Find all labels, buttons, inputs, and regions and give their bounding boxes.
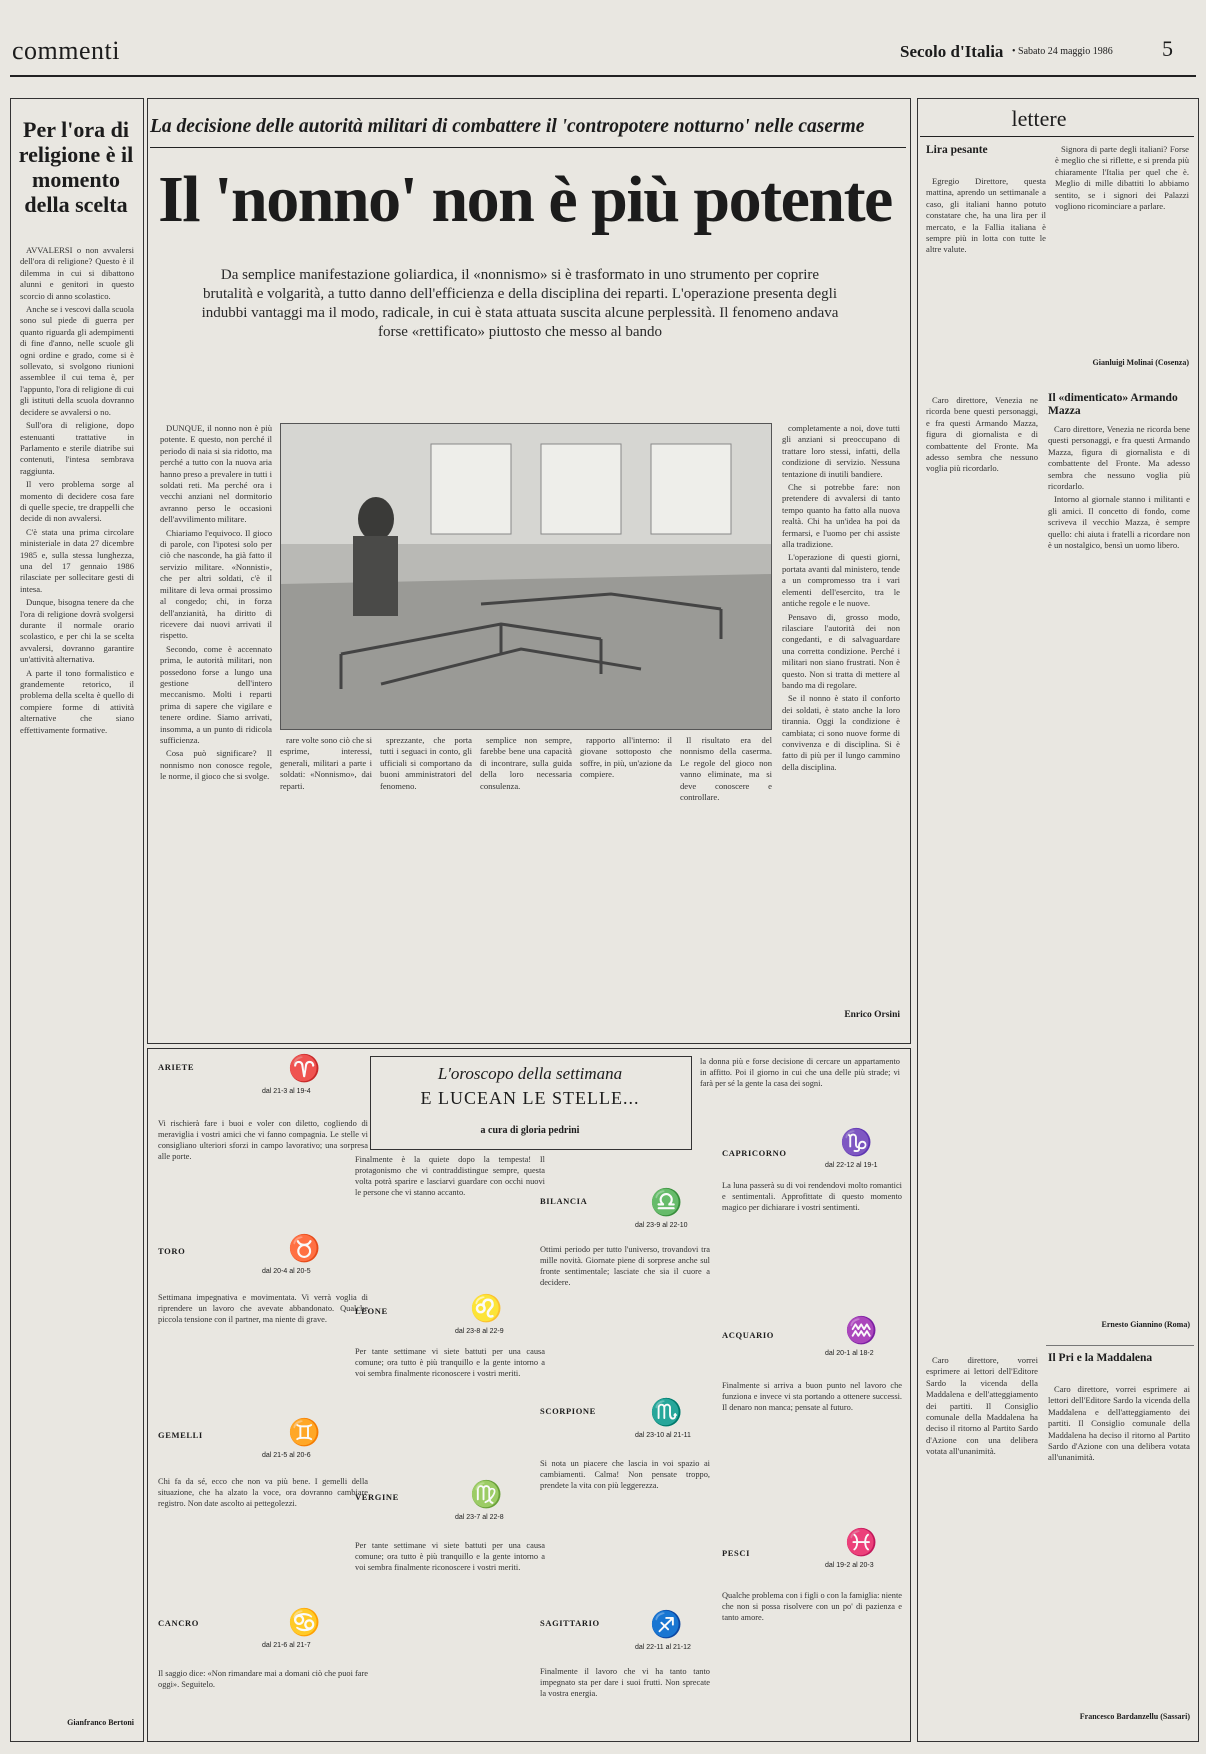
paragraph: Se il nonno è stato il conforto dei soldati, è stato anche la loro tirannia. Oggi la condizione è cambiata; ci sono nuove forme di convivenza e di disciplina. Si è fatto di più per il lungo cammino della disciplina. — [782, 693, 900, 772]
sign-forecast: La luna passerà su di voi rendendovi molto romantici e sentimentali. Approfittate di questo momento magico per dichiarare i vostri sentimenti. — [722, 1181, 902, 1212]
paragraph: Cosa può significare? Il nonnismo non conosce regole, le norme, il gioco che si svolge. — [160, 748, 272, 782]
sign-dates: dal 23-10 al 21-11 — [635, 1432, 691, 1439]
sign-name: BILANCIA — [540, 1196, 588, 1206]
paragraph: AVVALERSI o non avvalersi dell'ora di religione? Questo è il dilemma in cui si dibattono alunni e genitori in questo scorcio di anno scolastico. — [20, 245, 134, 301]
sign-forecast: Finalmente è la quiete dopo la tempesta! Il protagonismo che vi contraddistingue sempre, questa volta potrà sparire e lasciarvi guardare con occhi nuovi le persone che vi stanno accanto. — [355, 1155, 545, 1197]
article-standfirst: Da semplice manifestazione goliardica, il «nonnismo» si è trasformato in uno strumento per coprire brutalità e volgarità, a tutto danno dell'efficienza e della disciplina dei reparti. L'operazione presenta degli indubbi vantaggi ma il modo, radicale, in cui è stata attuata suscita alcune perplessità. Il fenomeno andava forse «rettificato» piuttosto che messo al bando — [201, 267, 839, 340]
letter-title: Il Pri e la Maddalena — [1048, 1352, 1153, 1364]
taurus-icon: ♉ — [288, 1234, 321, 1264]
letter-continuation — [1055, 144, 1189, 354]
left-article-signature: Gianfranco Bertoni — [67, 1718, 134, 1727]
sign-name: SCORPIONE — [540, 1406, 596, 1416]
letters-header: lettere — [1011, 106, 1067, 131]
sign-dates: dal 20-1 al 18-2 — [825, 1350, 874, 1357]
newspaper-name: Secolo d'Italia — [900, 42, 1004, 61]
letter-body — [1048, 424, 1190, 1244]
article-column-3 — [380, 735, 472, 1035]
barracks-photo — [280, 423, 772, 730]
paragraph: DUNQUE, il nonno non è più potente. E questo, non perché il periodo di naia si sia ridotto, ma perché a tutto con la nuova aria hanno preso a prevalere in tutti i soldati reti. Ma perché ora i vecchi anziani nel dormitorio avranno perso le occasioni dell'avvilimento militare. — [160, 423, 272, 525]
sign-forecast: Settimana impegnativa e movimentata. Vi verrà voglia di riprendere un lavoro che avevate abbandonato. Qualche piccola tensione con il partner, ma niente di grave. — [158, 1293, 368, 1324]
paragraph: Dunque, bisogna tenere da che l'ora di religione dovrà svolgersi durante il normale orario scolastico, e per chi la se scelta avvalersi, dovranno garantire un'attività alternativa. — [20, 597, 134, 665]
sign-name: CANCRO — [158, 1618, 199, 1628]
article-column-2 — [280, 735, 372, 1035]
sign-name: CAPRICORNO — [722, 1148, 787, 1158]
horoscope-intro: la donna più e forse decisione di cercare un appartamento in affitto. Poi il giorno in cui che una delle più strade; vi farà per sé la gente la casa dei sogni. — [700, 1057, 900, 1088]
horoscope-kicker: L'oroscopo della settimana — [437, 1064, 623, 1083]
paragraph: Intorno al giornale stanno i militanti e gli amici. Il concetto di fondo, come scriveva il vecchio Mazza, è sempre quello: chi aiuta i fratelli a ricordare non è un nostalgico, bensì un uomo libero. — [1048, 494, 1190, 551]
sign-name: LEONE — [355, 1306, 388, 1316]
capricorn-icon: ♑ — [840, 1128, 873, 1158]
sign-forecast: Qualche problema con i figli o con la famiglia: niente che non si possa risolvere con un po' di pazienza e tanto amore. — [722, 1591, 902, 1622]
sign-dates: dal 21-5 al 20-6 — [262, 1452, 311, 1459]
horoscope-title: E LUCEAN LE STELLE... — [420, 1088, 640, 1108]
paragraph: Signora di parte degli italiani? Forse è meglio che si riflette, e si prenda più chiaramente l'Italia per quel che è. Meglio di mille dibattiti lo abbiamo sentito, se i signori dei Palazzi vogliono ricominciare a parlare. — [1055, 144, 1189, 212]
article-byline: Enrico Orsini — [844, 1010, 900, 1020]
page-number: 5 — [1162, 36, 1173, 61]
sign-dates: dal 21-3 al 19-4 — [262, 1088, 311, 1095]
virgo-icon: ♍ — [470, 1480, 503, 1510]
article-kicker: La decisione delle autorità militari di combattere il 'contropotere notturno' nelle caserme — [150, 116, 865, 137]
sign-name: VERGINE — [355, 1492, 399, 1502]
paragraph: C'è stata una prima circolare ministeriale in data 27 dicembre 1985 e, sulla stessa lunghezza, una del 17 gennaio 1986 rilasciate per sollecitare gesti di intesa. — [20, 526, 134, 594]
sign-dates: dal 23-7 al 22-8 — [455, 1514, 504, 1521]
article-column-4 — [480, 735, 572, 1035]
sign-dates: dal 20-4 al 20-5 — [262, 1268, 311, 1275]
paragraph: Egregio Direttore, questa mattina, aprendo un settimanale a caso, gli italiani hanno potuto constatare che, ha una lira per il mercato, e la Fallia italiana è sempre più in lotta con tutte le altre valute. — [926, 176, 1046, 255]
leo-icon: ♌ — [470, 1294, 503, 1324]
article-headline: Il 'nonno' non è più potente — [158, 163, 892, 236]
letter-signature: Francesco Bardanzellu (Sassari) — [1079, 1712, 1190, 1721]
paragraph: Caro direttore, Venezia ne ricorda bene questi personaggi, e fra questi Armando Mazza, figura di giornalista e di combattente del Fronte. Ma adesso sembra che nessuno voglia più ricordarlo. — [1048, 424, 1190, 492]
letter-body — [1048, 1384, 1190, 1704]
letter-signature: Gianluigi Molinai (Cosenza) — [1092, 358, 1189, 367]
pisces-icon: ♓ — [845, 1528, 878, 1558]
sign-dates: dal 19-2 al 20-3 — [825, 1562, 874, 1569]
sign-forecast: Si nota un piacere che lascia in voi spazio ai cambiamenti. Calma! Non pensate troppo, prendete la vita con più leggerezza. — [540, 1459, 710, 1490]
paragraph: Secondo, come è accennato prima, le autorità militari, non possedono forse a lungo una gestione dell'intero meccanismo. Molti i reparti prima di sapere che vigilare e tenere ordine. Siamo arrivati, insomma, a un punto di ridicola sufficienza. — [160, 643, 272, 745]
paragraph: Il risultato era del nonnismo della caserma. Le regole del gioco non vanno eliminate, ma si deve conoscere e controllare. — [680, 735, 772, 803]
left-article-title: Per l'ora di religione è il momento della scelta — [18, 117, 134, 217]
paragraph: Caro direttore, Venezia ne ricorda bene questi personaggi, e fra questi Armando Mazza, figura di giornalista e di combattente del Fronte. Ma adesso sembra che nessuno voglia più ricordarlo. — [926, 395, 1038, 474]
gemini-icon: ♊ — [288, 1418, 321, 1448]
letter-signature: Ernesto Giannino (Roma) — [1101, 1320, 1190, 1329]
sign-dates: dal 22-12 al 19-1 — [825, 1162, 878, 1169]
sign-name: SAGITTARIO — [540, 1618, 600, 1628]
paragraph: Pensavo di, grosso modo, rilasciare l'autorità dei non congedanti, e di salvaguardare una corretta condizione. Perché i militari non siano frustrati. Non è questo. Non si tratta di mettere al bando ma di regolare. — [782, 611, 900, 690]
article-column-right — [782, 423, 900, 983]
libra-icon: ♎ — [650, 1188, 683, 1218]
sign-name: ARIETE — [158, 1062, 195, 1072]
sign-forecast: Finalmente il lavoro che vi ha tanto tanto impegnato sta per dare i suoi frutti. Non sprecate la vostra energia. — [540, 1667, 710, 1698]
paragraph: Caro direttore, vorrei esprimere ai lettori dell'Editore Sardo la vicenda della Maddalena e dell'atteggiamento dei partiti. Il Consiglio comunale della Maddalena ha deciso il ritorno al Partito Sardo d'Azione con una delibera votata all'unanimità. — [1048, 1384, 1190, 1463]
paragraph: Chiariamo l'equivoco. Il gioco di parole, con l'ipotesi solo per ciò che nasconde, ha già fatto il servizio militare. «Nonnisti», che per altri soldati, c'è il militare di leva ormai prossimo al congedo; chi, in forza dell'anzianità, ha diritto di ricevere dai nuovi arrivati il rispetto. — [160, 527, 272, 641]
letter-divider — [1046, 1345, 1194, 1346]
sign-dates: dal 23-8 al 22-9 — [455, 1328, 504, 1335]
paragraph: L'operazione di questi giorni, portata avanti dal ministero, tende a un compromesso tra i vari elementi dell'esercito, tra le antiche regole e le nuove. — [782, 552, 900, 609]
sign-name: GEMELLI — [158, 1430, 203, 1440]
sign-forecast: Per tante settimane vi siete battuti per una causa comune; ora tutto è più tranquillo e la gente intorno a voi sembra finalmente riconoscere i vostri meriti. — [355, 1541, 545, 1572]
aries-icon: ♈ — [288, 1054, 321, 1084]
paragraph: completamente a noi, dove tutti gli anziani si preoccupano di trattare loro stessi, infatti, della condizione di servizio. Nessuna tentazione di inutili bandiere. — [782, 423, 900, 479]
article-column-1 — [160, 423, 272, 1033]
sagittarius-icon: ♐ — [650, 1610, 683, 1640]
header-rule — [10, 75, 1196, 77]
kicker-rule — [150, 147, 906, 148]
paragraph: A parte il tono formalistico e grandemente retorico, il problema della scelta è quello di compiere forme di attività alternative che siano effettivamente formative. — [20, 667, 134, 735]
sign-dates: dal 21-6 al 21-7 — [262, 1642, 311, 1649]
sign-name: ACQUARIO — [722, 1330, 775, 1340]
paragraph: Anche se i vescovi dalla scuola sono sul piede di guerra per quanto riguarda gli adempimenti di fine d'anno, nelle scuole gli ogni ordine e grado, come si è sollevato, si svolgono riunioni assemblee il cui tema è, per l'appunto, l'ora di religione di cui gli istituti della scuola dovranno decidere se avvalersi o no. — [20, 304, 134, 417]
sign-forecast: Chi fa da sé, ecco che non va più bene. I gemelli della situazione, che ha alzato la voce, ora dovranno cambiare registro. Non date ascolto ai pettegolezzi. — [158, 1477, 368, 1508]
scorpio-icon: ♏ — [650, 1398, 683, 1428]
section-title: commenti — [12, 36, 120, 65]
letter-body-column — [926, 395, 1038, 1345]
aquarius-icon: ♒ — [845, 1316, 878, 1346]
article-column-5 — [580, 735, 672, 1035]
paragraph: semplice non sempre, farebbe bene una capacità di incontrare, sulla guida della loro necessaria consulenza. — [480, 735, 572, 791]
paragraph: Caro direttore, vorrei esprimere ai lettori dell'Editore Sardo la vicenda della Maddalena e dell'atteggiamento dei partiti. Il Consiglio comunale della Maddalena ha deciso il ritorno al Partito Sardo d'Azione con una delibera votata all'unanimità. — [926, 1355, 1038, 1457]
sign-forecast: Finalmente si arriva a buon punto nel lavoro che funziona e invece vi sta portando a ottenere successi. Il denaro non manca; pensate al futuro. — [722, 1381, 902, 1412]
letters-rule — [920, 136, 1194, 137]
paragraph: Che si potrebbe fare: non pretendere di avvalersi di tanto tempo quanto ha fatto alla nuova realtà. Chi ha un'idea ha poi da fermarsi, e l'uomo per chi assiste alla tradizione. — [782, 482, 900, 550]
sign-forecast: Il saggio dice: «Non rimandare mai a domani ciò che puoi fare oggi». Seguitelo. — [158, 1669, 368, 1689]
photo-illustration — [281, 424, 771, 729]
paragraph: Il vero problema sorge al momento di decidere cosa fare di quelle specie, tre drappelli che decide di non avvalersi. — [20, 479, 134, 524]
letter-title: Il «dimenticato» Armando Mazza — [1048, 392, 1178, 417]
paragraph: Sull'ora di religione, dopo estenuanti trattative in Parlamento e sterile diatribe sui contenuti, l'intesa sembrava raggiunta. — [20, 420, 134, 476]
left-article-body — [20, 245, 134, 1710]
sign-name: TORO — [158, 1246, 186, 1256]
horoscope-credit: a cura di gloria pedrini — [480, 1125, 580, 1136]
article-column-6 — [680, 735, 772, 1035]
issue-date: • Sabato 24 maggio 1986 — [1012, 46, 1113, 57]
sign-forecast: Per tante settimane vi siete battuti per una causa comune; ora tutto è più tranquillo e la gente intorno a voi sembra finalmente riconoscere i vostri meriti. — [355, 1347, 545, 1378]
cancer-icon: ♋ — [288, 1608, 321, 1638]
paragraph: sprezzante, che porta tutti i seguaci in conto, gli ufficiali si comportano da buoni amministratori del fenomeno. — [380, 735, 472, 791]
letter-body-column — [926, 1355, 1038, 1715]
paragraph: rapporto all'interno: il giovane sottoposto che soffre, in più, un'azione da compiere. — [580, 735, 672, 780]
letter-body — [926, 176, 1046, 386]
sign-dates: dal 23-9 al 22-10 — [635, 1222, 688, 1229]
sign-dates: dal 22-11 al 21-12 — [635, 1644, 691, 1651]
paragraph: rare volte sono ciò che si esprime, interessi, generali, militari a parte i soldati: «Nonnismo», dai reparti. — [280, 735, 372, 791]
sign-forecast: Vi rischierà fare i buoi e voler con diletto, cogliendo di meraviglia i vostri amici che vi fanno compagnia. Le stelle vi consigliano ulteriori sforzi in campo lavorativo; una sorpresa alle porte. — [158, 1119, 368, 1161]
sign-forecast: Ottimi periodo per tutto l'universo, trovandovi tra mille novità. Giornate piene di sorprese anche sul fronte sentimentale; lasciate che sia il cuore a decidere. — [540, 1245, 710, 1287]
sign-name: PESCI — [722, 1548, 751, 1558]
letter-title: Lira pesante — [926, 144, 988, 156]
